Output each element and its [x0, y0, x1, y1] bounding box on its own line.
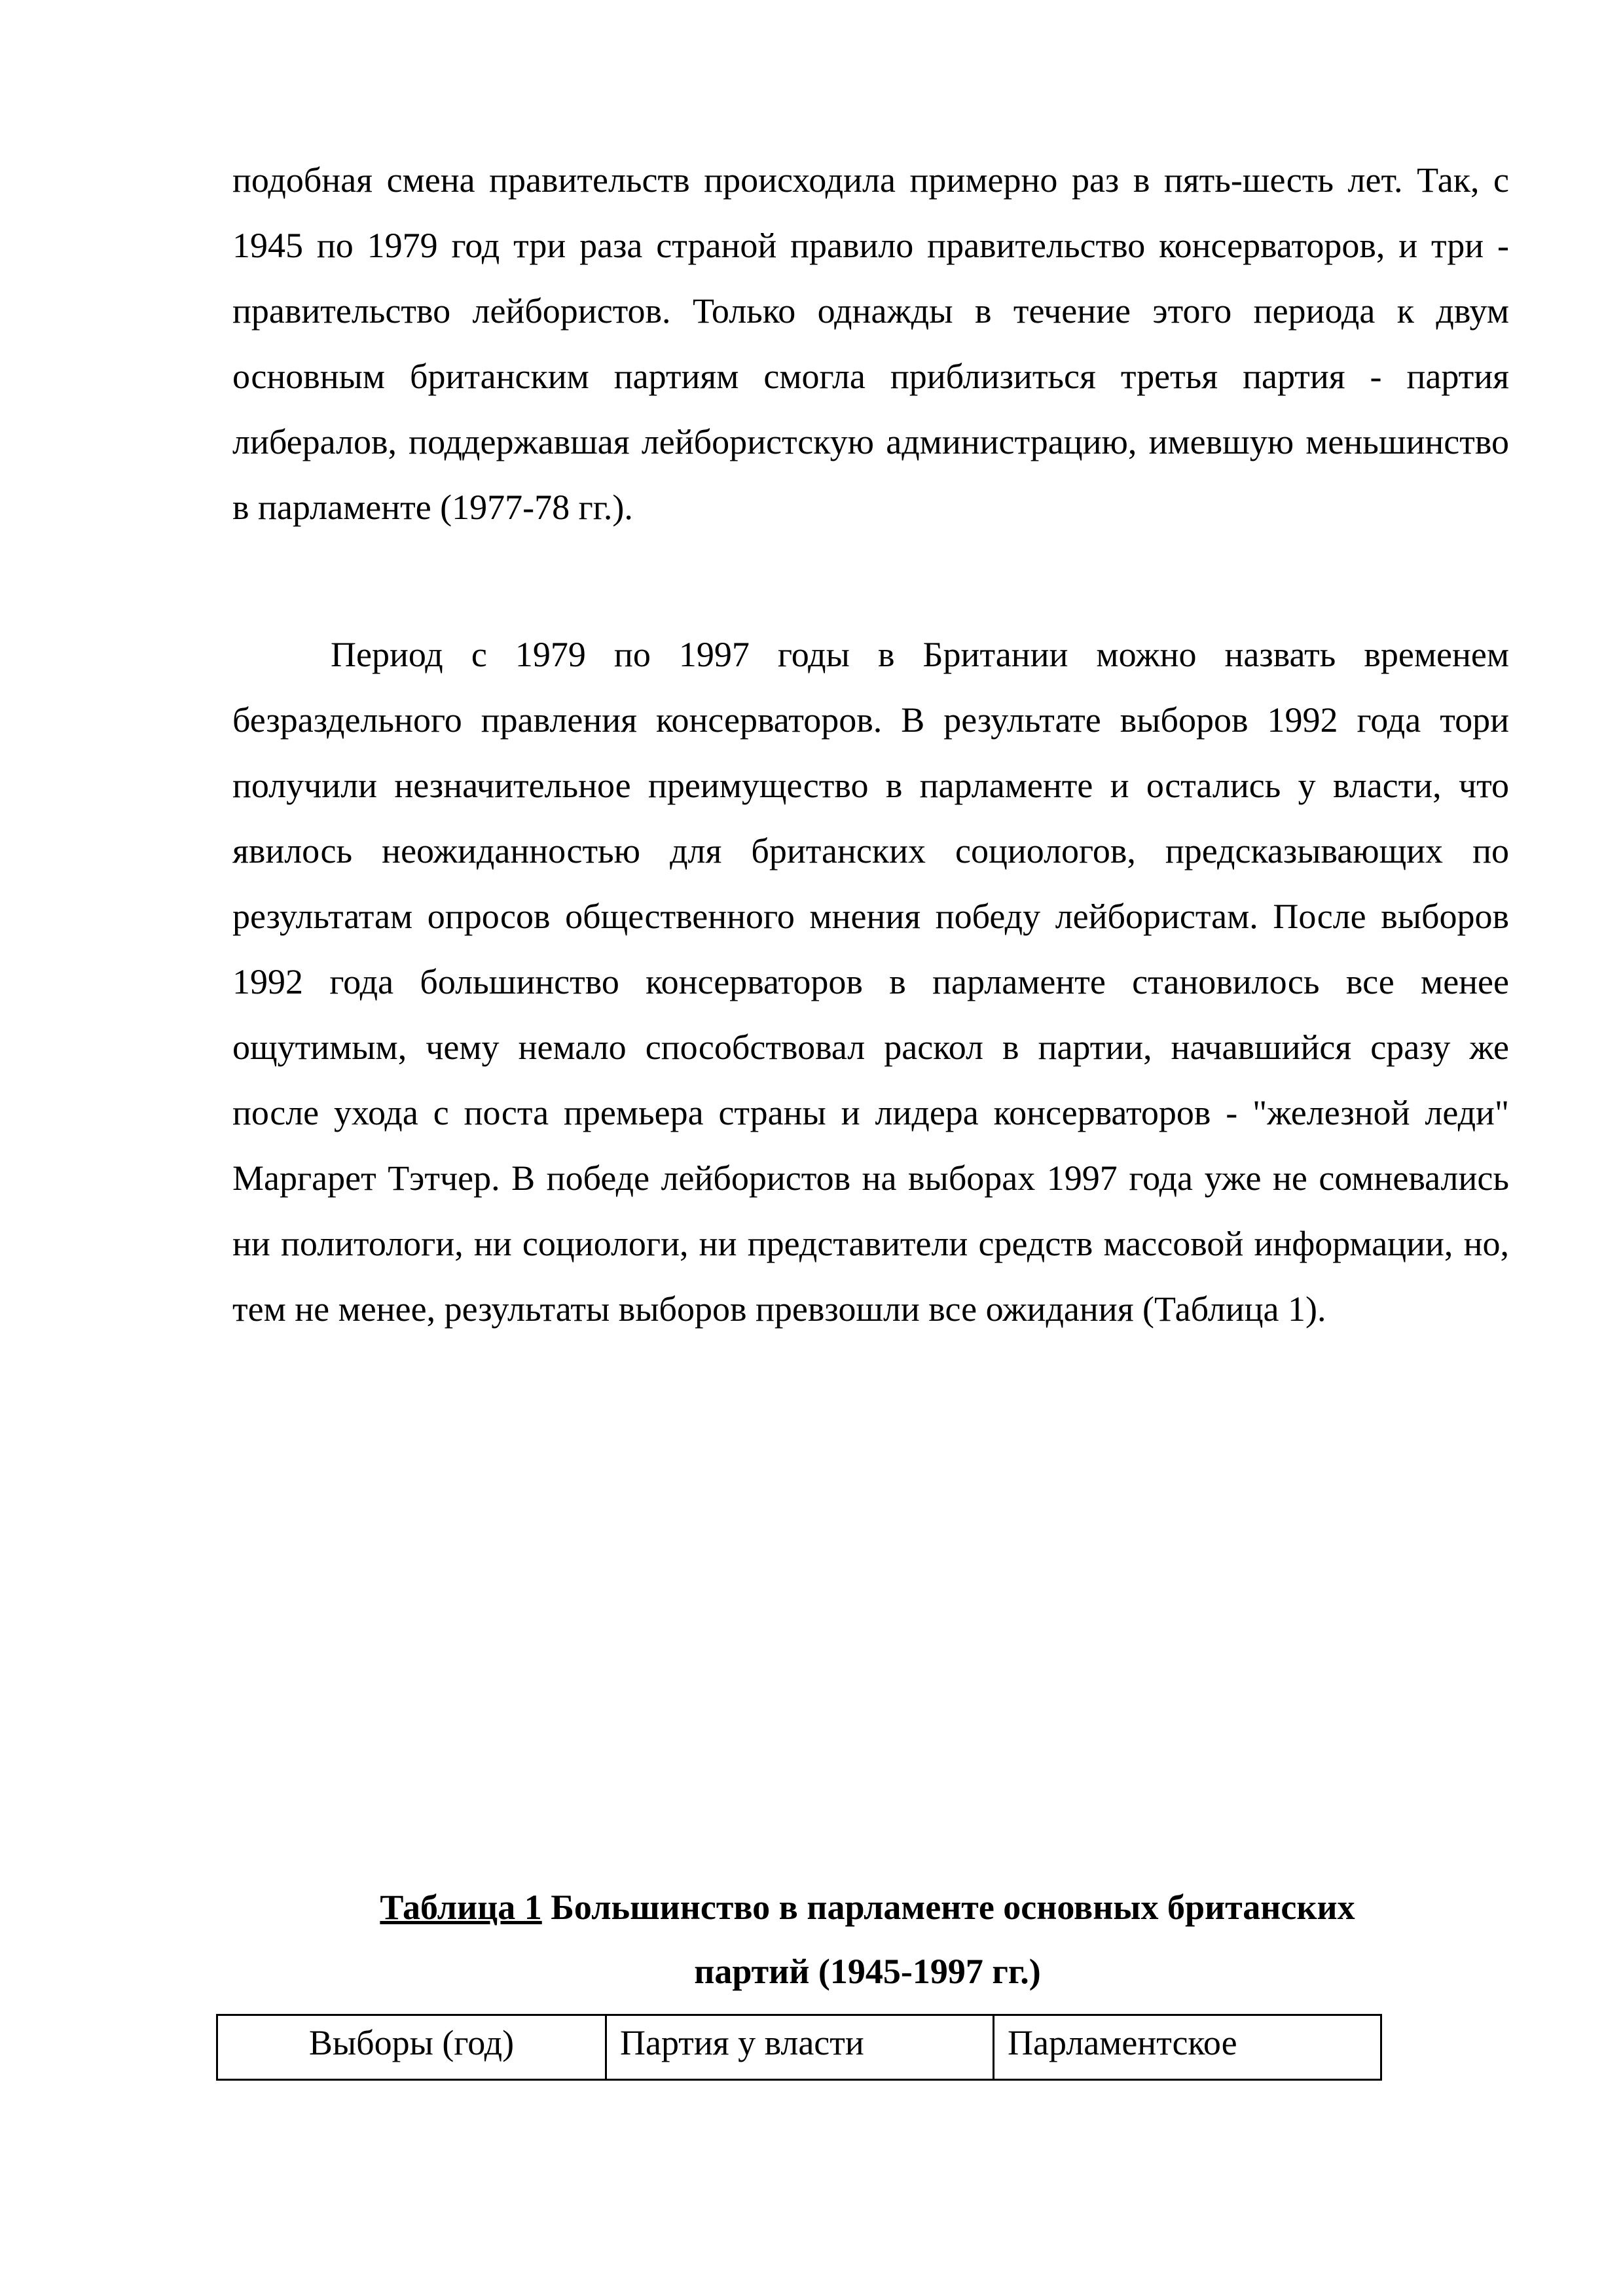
table-header-row — [217, 2015, 1381, 2080]
table-caption-label: Таблица 1 — [380, 1888, 542, 1927]
table-header-ruling-party: Партия у власти — [606, 2015, 994, 2080]
table-caption-title-line2: партий (1945-1997 гг.) — [694, 1952, 1041, 1991]
table-header-election-year: Выборы (год) — [217, 2015, 606, 2080]
election-table — [216, 2014, 1382, 2081]
table-caption-title: Большинство в парламенте основных британских — [541, 1888, 1355, 1927]
table-header-parliamentary: Парламентское — [994, 2015, 1381, 2080]
body-paragraph-1: подобная смена правительств происходила примерно раз в пять-шесть лет. Так, с 1945 по 1979 год три раза страной правило правительство консерваторов, и три - правительство лейбористов. Только однажды в течение этого периода к двум основным британским партиям смогла приблизиться третья партия - партия либералов, поддержавшая лейбористскую администрацию, имевшую меньшинство в парламенте (1977-78 гг.). — [232, 160, 1509, 527]
body-paragraph-2: Период с 1979 по 1997 годы в Британии можно назвать временем безраздельного правления консерваторов. В результате выборов 1992 года тори получили незначительное преимущество в парламенте и остались у власти, что явилось неожиданностью для британских социологов, предсказывающих по результатам опросов общественного мнения победу лейбористам. После выборов 1992 года большинство консерваторов в парламенте становилось все менее ощутимым, чему немало способствовал раскол в партии, начавшийся сразу же после ухода с поста премьера страны и лидера консерваторов - "железной леди" Маргарет Тэтчер. В победе лейбористов на выборах 1997 года уже не сомневались ни политологи, ни социологи, ни представители средств массовой информации, но, тем не менее, результаты выборов превзошли все ожидания (Таблица 1). — [232, 635, 1509, 1329]
table-caption — [216, 1875, 1519, 2003]
